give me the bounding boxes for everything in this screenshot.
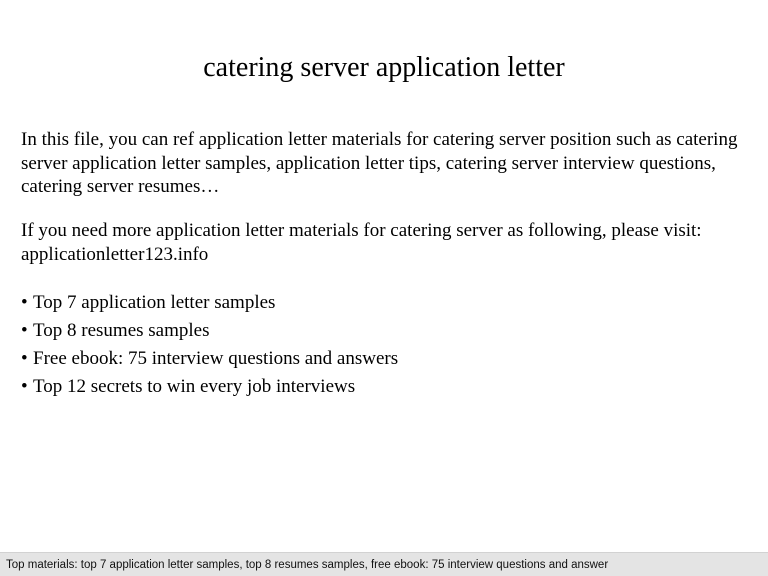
list-item bbox=[21, 317, 398, 345]
list-item-text: Top 12 secrets to win every job interviews bbox=[33, 376, 356, 397]
list-item-text: Free ebook: 75 interview questions and answers bbox=[33, 348, 399, 369]
bullet-icon: • bbox=[21, 348, 28, 369]
list-item bbox=[21, 289, 398, 317]
footer-bar: Top materials: top 7 application letter samples, top 8 resumes samples, free ebook: 75 interview questions and answer bbox=[0, 552, 768, 576]
page-title: catering server application letter bbox=[203, 52, 565, 83]
list-item-text: Top 7 application letter samples bbox=[33, 292, 276, 313]
list-item bbox=[21, 373, 398, 401]
bullet-icon: • bbox=[21, 376, 28, 397]
materials-list bbox=[21, 289, 398, 401]
visit-paragraph: If you need more application letter materials for catering server as following, please visit: applicationletter123.info bbox=[21, 220, 702, 265]
list-item-text: Top 8 resumes samples bbox=[33, 320, 210, 341]
bullet-icon: • bbox=[21, 320, 28, 341]
bullet-icon: • bbox=[21, 292, 28, 313]
intro-paragraph: In this file, you can ref application letter materials for catering server position such as catering server application letter samples, application letter tips, catering server interview questions, catering server resumes… bbox=[21, 129, 738, 197]
list-item bbox=[21, 345, 398, 373]
